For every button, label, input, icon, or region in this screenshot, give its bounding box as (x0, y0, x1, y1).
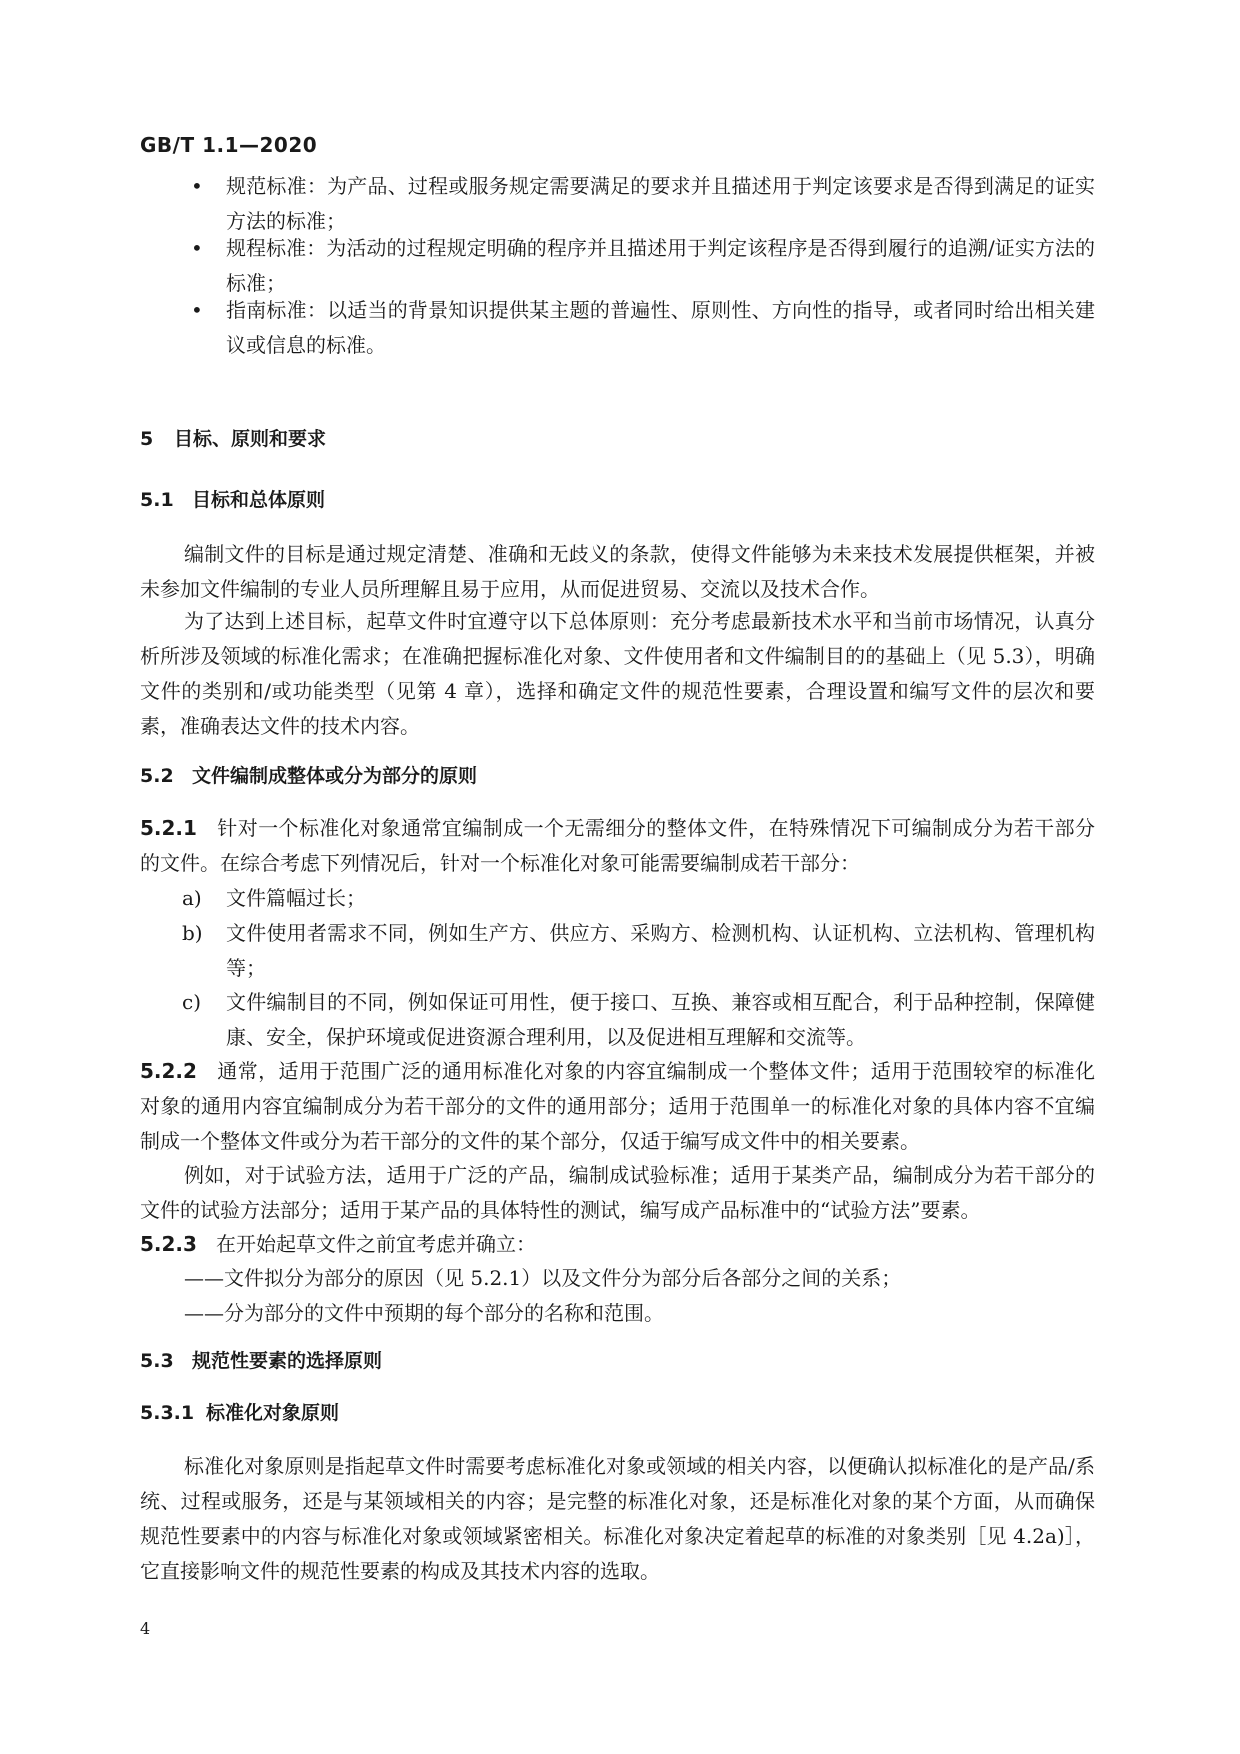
clause-text: 在开始起草文件之前宜考虑并确立： (216, 1232, 537, 1256)
paragraph-example: 例如，对于试验方法，适用于广泛的产品，编制成试验标准；适用于某类产品，编制成分为若干部分的文件的试验方法部分；适用于某产品的具体特性的测试，编写成产品标准中的“试验方法”要素。 (140, 1163, 1095, 1222)
section-title: 目标和总体原则 (192, 489, 326, 511)
clause-number: 5.2.2 (140, 1059, 197, 1083)
list-item (182, 916, 1095, 986)
bullet-dot-icon: • (191, 174, 203, 198)
section-title: 目标、原则和要求 (174, 428, 327, 450)
clause-5-2-1 (140, 811, 1095, 881)
bullet-text: 规范标准：为产品、过程或服务规定需要满足的要求并且描述用于判定该要求是否得到满足的证实方法的标准； (226, 174, 1095, 233)
section-title: 标准化对象原则 (206, 1402, 340, 1424)
bullet-item (191, 293, 1095, 363)
dash-item: ——文件拟分为部分的原因（见 5.2.1）以及文件分为部分后各部分之间的关系； (184, 1266, 902, 1290)
bullet-text: 规程标准：为活动的过程规定明确的程序并且描述用于判定该程序是否得到履行的追溯/证实方法的标准； (226, 236, 1095, 295)
paragraph-5-1-goal: 编制文件的目标是通过规定清楚、准确和无歧义的条款，使得文件能够为未来技术发展提供框架，并被未参加文件编制的专业人员所理解且易于应用，从而促进贸易、交流以及技术合作。 (140, 542, 1095, 601)
clause-text: 通常，适用于范围广泛的通用标准化对象的内容宜编制成一个整体文件；适用于范围较窄的标准化对象的通用内容宜编制成分为若干部分的文件的通用部分；适用于范围单一的标准化对象的具体内容不宜编制成一个整体文件或分为若干部分的文件的某个部分，仅适于编写成文件中的相关要素。 (140, 1059, 1096, 1153)
standard-id: GB/T 1.1—2020 (140, 133, 318, 157)
section-heading-5 (140, 424, 326, 454)
section-number: 5.3.1 (140, 1402, 195, 1424)
list-text: 文件编制目的不同，例如保证可用性，便于接口、互换、兼容或相互配合，利于品种控制，保障健康、安全，保护环境或促进资源合理利用，以及促进相互理解和交流等。 (226, 990, 1095, 1049)
clause-number: 5.2.3 (140, 1232, 197, 1256)
list-marker: c) (182, 990, 202, 1014)
clause-5-2-2 (140, 1054, 1095, 1159)
clause-text: 针对一个标准化对象通常宜编制成一个无需细分的整体文件，在特殊情况下可编制成分为若干部分的文件。在综合考虑下列情况后，针对一个标准化对象可能需要编制成若干部分： (140, 816, 1096, 875)
bullet-item (191, 169, 1095, 239)
section-number: 5.3 (140, 1350, 174, 1372)
list-item (182, 881, 1095, 916)
list-marker: b) (182, 921, 203, 945)
page-number: 4 (140, 1619, 151, 1638)
section-number: 5.2 (140, 765, 174, 787)
section-title: 文件编制成整体或分为部分的原则 (192, 765, 478, 787)
bullet-item (191, 231, 1095, 301)
dash-item: ——分为部分的文件中预期的每个部分的名称和范围。 (184, 1301, 664, 1325)
list-item (182, 985, 1095, 1055)
clause-number: 5.2.1 (140, 816, 197, 840)
section-heading-5-2 (140, 761, 477, 791)
list-marker: a) (182, 886, 202, 910)
paragraph-5-1-principles: 为了达到上述目标，起草文件时宜遵守以下总体原则：充分考虑最新技术水平和当前市场情况，认真分析所涉及领域的标准化需求；在准确把握标准化对象、文件使用者和文件编制目的的基础上（见 5.3），明确文件的类别和/或功能类型（见第 4 章），选择和确定文件的规范性要素，合理设置和编写文件的层次和要素，准确表达文件的技术内容。 (140, 609, 1095, 738)
section-number: 5 (140, 428, 154, 450)
list-text: 文件使用者需求不同，例如生产方、供应方、采购方、检测机构、认证机构、立法机构、管理机构等； (226, 921, 1095, 980)
bullet-text: 指南标准：以适当的背景知识提供某主题的普遍性、原则性、方向性的指导，或者同时给出相关建议或信息的标准。 (226, 298, 1095, 357)
bullet-dot-icon: • (191, 298, 203, 322)
section-title: 规范性要素的选择原则 (192, 1350, 383, 1372)
list-text: 文件篇幅过长； (226, 886, 366, 910)
clause-5-2-3 (140, 1227, 1095, 1262)
section-heading-5-3-1 (140, 1398, 339, 1428)
section-heading-5-1 (140, 485, 325, 515)
paragraph-5-3-1: 标准化对象原则是指起草文件时需要考虑标准化对象或领域的相关内容，以便确认拟标准化的是产品/系统、过程或服务，还是与某领域相关的内容；是完整的标准化对象，还是标准化对象的某个方面，从而确保规范性要素中的内容与标准化对象或领域紧密相关。标准化对象决定着起草的标准的对象类别［见 4.2a)］，它直接影响文件的规范性要素的构成及其技术内容的选取。 (140, 1454, 1095, 1583)
section-number: 5.1 (140, 489, 174, 511)
section-heading-5-3 (140, 1346, 382, 1376)
bullet-dot-icon: • (191, 236, 203, 260)
